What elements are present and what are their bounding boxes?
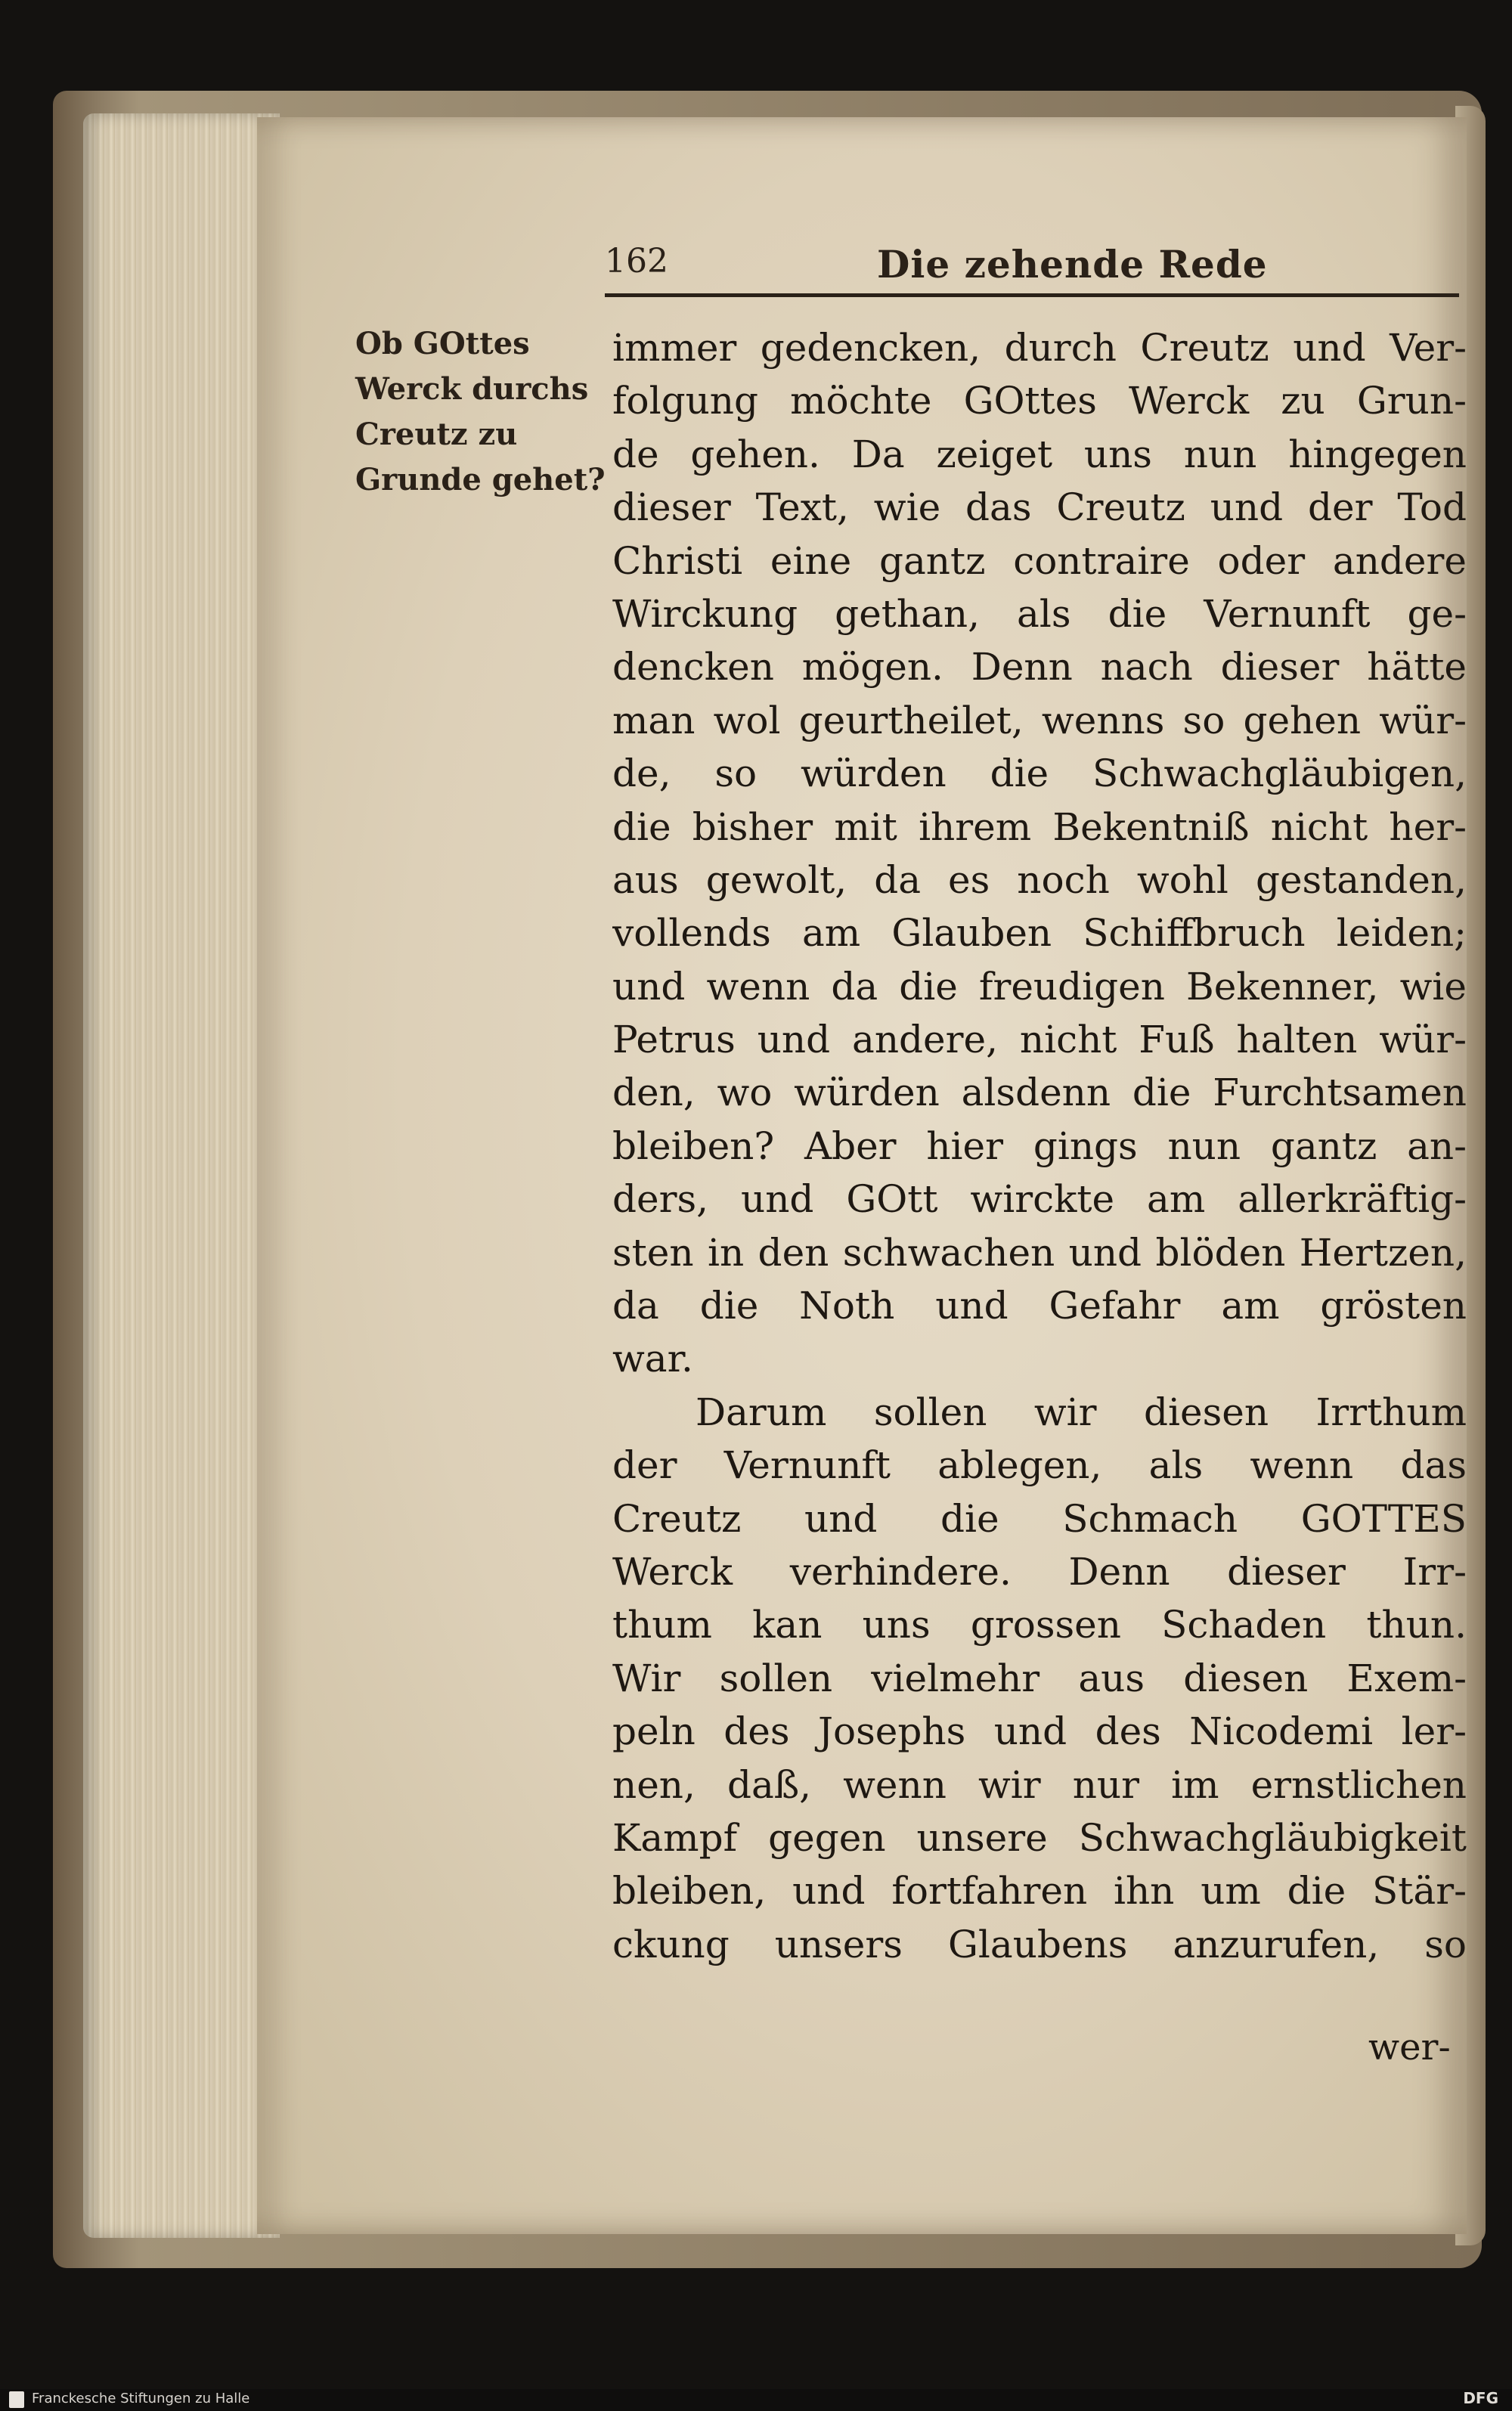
- text-line: thum kan uns grossen Schaden thun.: [612, 1603, 1467, 1647]
- text-line: ders, und GOtt wirckte am allerkräftig-: [612, 1177, 1467, 1222]
- text-line: Werck verhindere. Denn dieser Irr-: [612, 1549, 1467, 1594]
- text-line: bleiben? Aber hier gings nun gantz an-: [612, 1123, 1467, 1168]
- catchword: wer-: [1368, 2026, 1451, 2069]
- footer-institution: Franckesche Stiftungen zu Halle: [32, 2391, 250, 2406]
- text-line: Darum sollen wir diesen Irrthum: [696, 1390, 1467, 1434]
- text-line: de, so würden die Schwachgläubigen,: [612, 752, 1467, 796]
- text-line: Wirckung gethan, als die Vernunft ge-: [612, 591, 1467, 636]
- text-line: Kampf gegen unsere Schwachgläubigkeit: [612, 1815, 1467, 1860]
- head-rule: [605, 293, 1459, 297]
- text-line: war.: [612, 1337, 693, 1381]
- running-title: Die zehende Rede: [877, 242, 1268, 287]
- text-line: man wol geurtheilet, wenns so gehen wür-: [612, 698, 1467, 742]
- marginal-line: Ob GOttes: [355, 326, 530, 361]
- institution-logo-icon: [9, 2391, 24, 2408]
- footer-funder: DFG: [1463, 2389, 1498, 2407]
- text-line: der Vernunft ablegen, als wenn das: [612, 1443, 1467, 1488]
- text-line: die bisher mit ihrem Bekentniß nicht her-: [612, 804, 1467, 849]
- text-line: Creutz und die Schmach GOTTES: [612, 1496, 1467, 1541]
- text-line: aus gewolt, da es noch wohl gestanden,: [612, 857, 1467, 902]
- marginal-line: Creutz zu: [355, 417, 518, 452]
- text-line: Petrus und andere, nicht Fuß halten wür-: [612, 1018, 1467, 1062]
- marginal-note: [355, 321, 612, 503]
- text-line: Christi eine gantz contraire oder andere: [612, 538, 1467, 583]
- text-line: den, wo würden alsdenn die Furchtsamen: [612, 1071, 1467, 1115]
- text-line: immer gedencken, durch Creutz und Ver-: [612, 326, 1467, 370]
- text-line: sten in den schwachen und blöden Hertzen,: [612, 1230, 1467, 1275]
- text-line: und wenn da die freudigen Bekenner, wie: [612, 964, 1467, 1009]
- text-line: peln des Josephs und des Nicodemi ler-: [612, 1709, 1467, 1754]
- page-number: 162: [605, 242, 668, 280]
- marginal-line: Werck durchs: [355, 371, 589, 407]
- text-line: folgung möchte GOttes Werck zu Grun-: [612, 379, 1467, 423]
- text-line: bleiben, und fortfahren ihn um die Stär-: [612, 1869, 1467, 1914]
- text-line: dencken mögen. Denn nach dieser hätte: [612, 645, 1467, 690]
- text-line: dieser Text, wie das Creutz und der Tod: [612, 485, 1467, 530]
- marginal-line: Grunde gehet?: [355, 462, 606, 497]
- text-line: de gehen. Da zeiget uns nun hingegen: [612, 432, 1467, 476]
- body-text: [612, 321, 1467, 1971]
- text-line: vollends am Glauben Schiffbruch leiden;: [612, 911, 1467, 956]
- text-line: Wir sollen vielmehr aus diesen Exem-: [612, 1656, 1467, 1700]
- page-edges: [83, 113, 280, 2238]
- text-line: da die Noth und Gefahr am grösten: [612, 1284, 1467, 1328]
- running-head: [605, 242, 1467, 287]
- text-line: nen, daß, wenn wir nur im ernstlichen: [612, 1762, 1467, 1807]
- text-line: ckung unsers Glaubens anzurufen, so: [612, 1922, 1467, 1966]
